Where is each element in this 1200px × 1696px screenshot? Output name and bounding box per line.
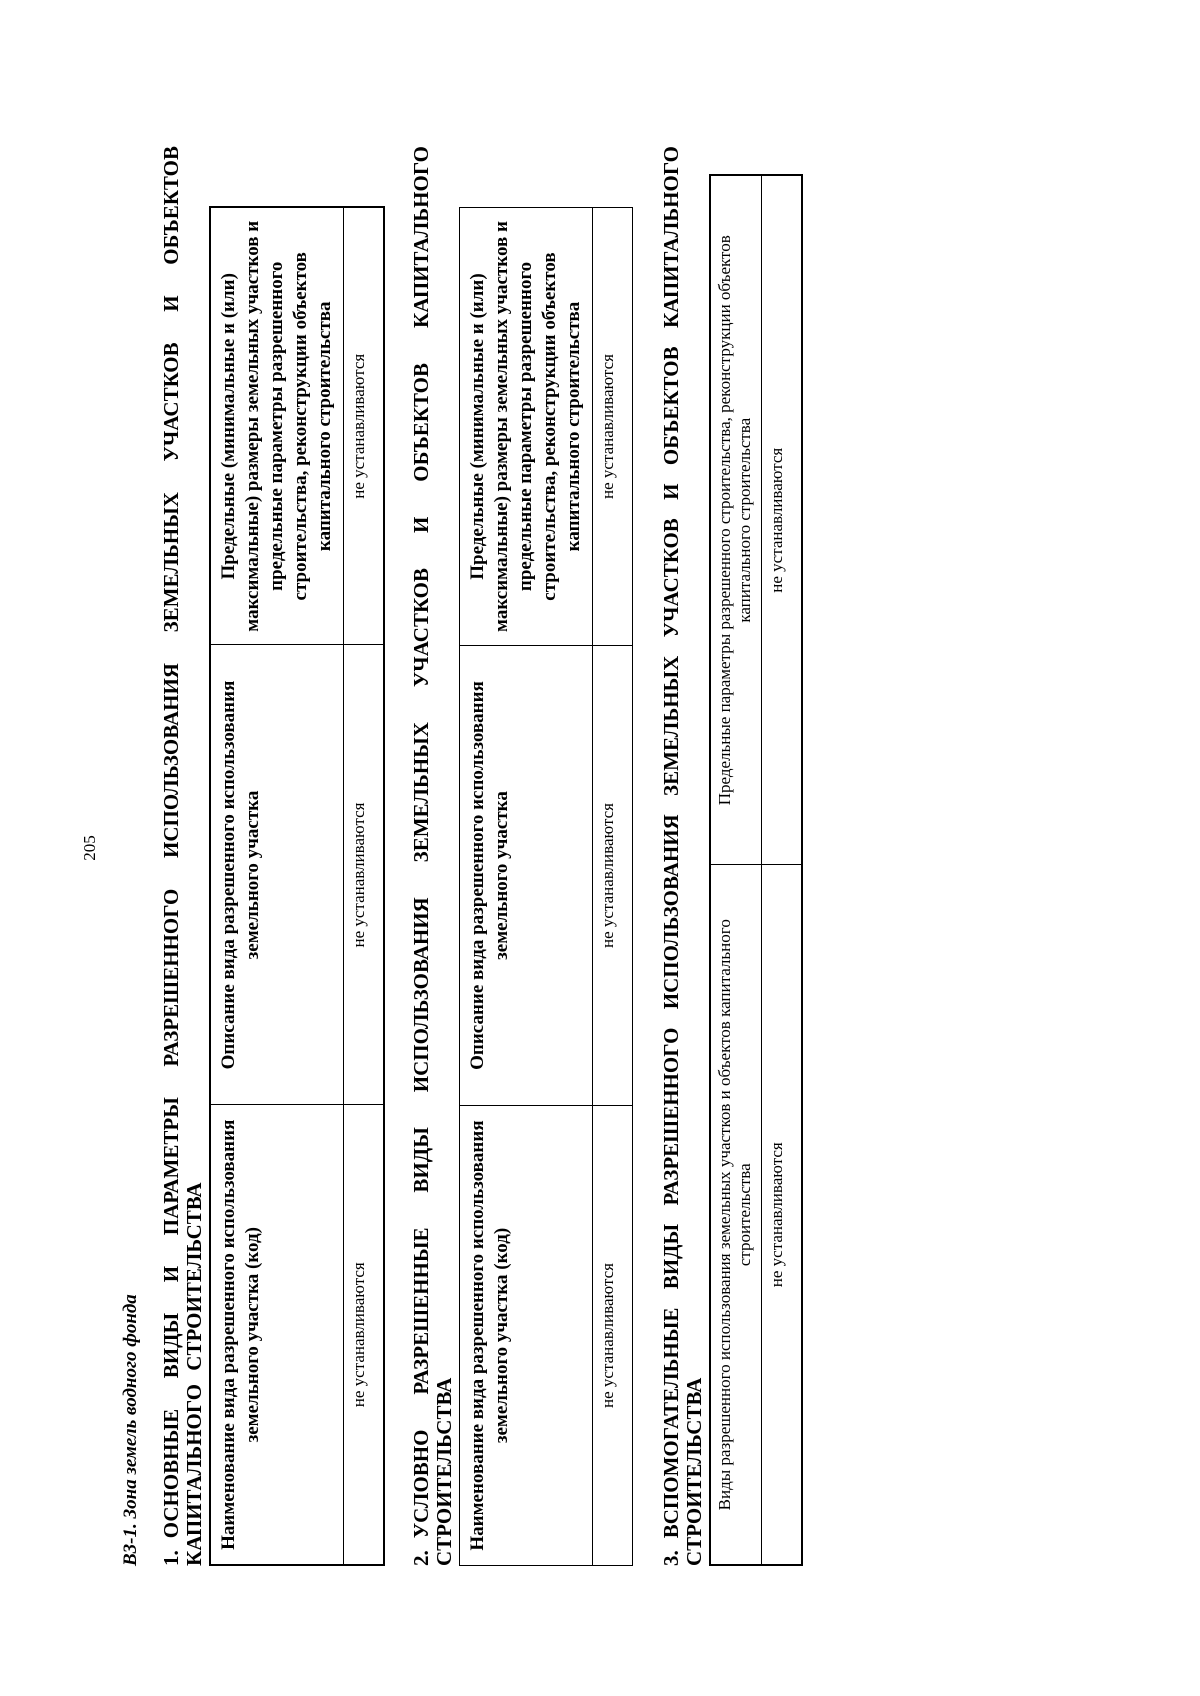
table-row — [593, 208, 633, 1566]
column-header-limit-parameters: Предельные (минимальные и (или) максимальные) размеры земельных участков и предельные параметры разрешенного строительства, реконструкции объектов капитального строительства — [210, 207, 344, 645]
column-header-limit-parameters: Предельные параметры разрешенного строительства, реконструкции объектов капитального строительства — [710, 175, 762, 865]
section-number: 2. — [409, 1550, 433, 1566]
column-header-use-description: Описание вида разрешенного использования земельного участка — [460, 646, 593, 1106]
table-cell: не устанавливаются — [344, 1105, 385, 1565]
column-header-limit-parameters: Предельные (минимальные и (или) максимальные) размеры земельных участков и предельные параметры разрешенного строительства, реконструкции объектов капитального строительства — [460, 208, 593, 646]
main-uses-table — [209, 206, 385, 1566]
section-title: УСЛОВНО РАЗРЕШЕННЫЕ ВИДЫ ИСПОЛЬЗОВАНИЯ ЗЕМЕЛЬНЫХ УЧАСТКОВ И ОБЪЕКТОВ КАПИТАЛЬНОГО СТРОИТЕЛЬСТВА — [409, 146, 456, 1566]
table-header-row — [710, 175, 762, 1565]
column-header-use-description: Описание вида разрешенного использования земельного участка — [210, 645, 344, 1105]
conditional-uses-table — [459, 207, 633, 1566]
column-header-use-name: Наименование вида разрешенного использования земельного участка (код) — [210, 1105, 344, 1565]
section-number: 3. — [659, 1550, 683, 1566]
column-header-use-types: Виды разрешенного использования земельных участков и объектов капитального строительства — [710, 865, 762, 1565]
page-number: 205 — [80, 835, 99, 861]
table-cell: не устанавливаются — [762, 175, 803, 865]
table-cell: не устанавливаются — [344, 645, 385, 1105]
table-row — [344, 207, 385, 1565]
auxiliary-uses-table — [709, 174, 803, 1566]
section-main-uses — [160, 146, 385, 1566]
table-header-row — [460, 208, 593, 1566]
table-cell: не устанавливаются — [762, 865, 803, 1565]
column-header-use-name: Наименование вида разрешенного использования земельного участка (код) — [460, 1106, 593, 1566]
zone-title: В3-1. Зона земель водного фонда — [120, 1294, 141, 1566]
section-heading — [410, 146, 456, 1566]
table-cell: не устанавливаются — [593, 1106, 633, 1566]
section-conditional-uses — [410, 146, 633, 1566]
section-auxiliary-uses — [660, 146, 803, 1566]
table-cell: не устанавливаются — [344, 207, 385, 645]
table-cell: не устанавливаются — [593, 208, 633, 646]
section-number: 1. — [159, 1550, 183, 1566]
section-title: ВСПОМОГАТЕЛЬНЫЕ ВИДЫ РАЗРЕШЕННОГО ИСПОЛЬЗОВАНИЯ ЗЕМЕЛЬНЫХ УЧАСТКОВ И ОБЪЕКТОВ КАПИТАЛЬНОГО СТРОИТЕЛЬСТВА — [659, 146, 706, 1566]
section-title: ОСНОВНЫЕ ВИДЫ И ПАРАМЕТРЫ РАЗРЕШЕННОГО ИСПОЛЬЗОВАНИЯ ЗЕМЕЛЬНЫХ УЧАСТКОВ И ОБЪЕКТОВ КАПИТАЛЬНОГО СТРОИТЕЛЬСТВА — [159, 146, 206, 1566]
table-header-row — [210, 207, 344, 1565]
table-row — [762, 175, 803, 1565]
section-heading — [160, 146, 206, 1566]
section-heading — [660, 146, 706, 1566]
table-cell: не устанавливаются — [593, 646, 633, 1106]
